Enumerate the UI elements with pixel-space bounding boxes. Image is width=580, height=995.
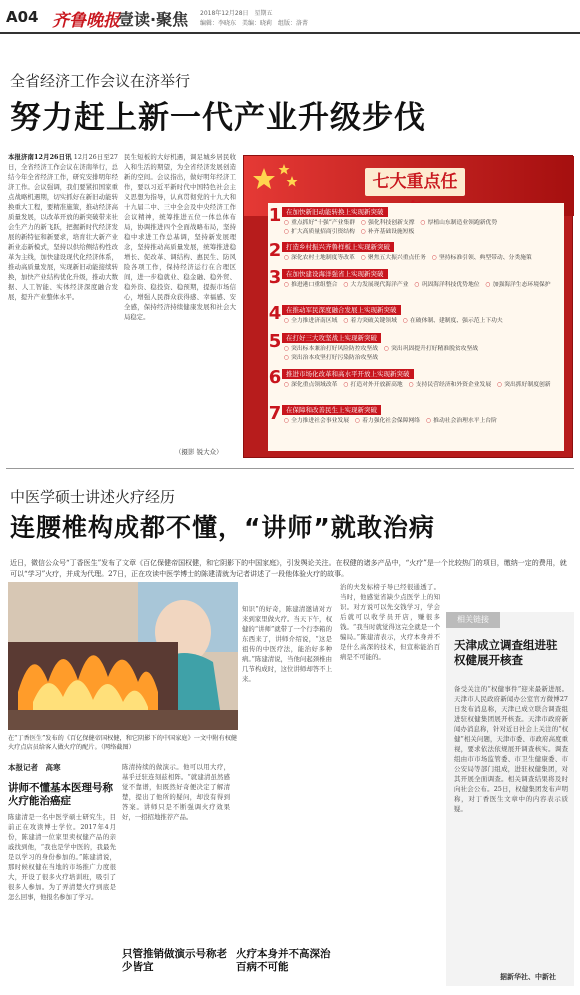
story2-headline: 连腰椎构成都不懂，“讲师”就敢治病 [10, 513, 435, 542]
editor-line: 编辑：李晓东 美编：晓莉 组版：洛菁 [200, 20, 309, 27]
task-point: ○ 大力发展现代海洋产业 [343, 281, 408, 290]
story2-lede: 近日，微信公众号“丁香医生”发布了文章《百亿保健帝国权健，和它阴影下的中国家庭》，引发舆论关注。在权健的诸多产品中，“火疗”是一个比较热门的项目，缴纳一定的费用，就可以“学习”火疗，并成为代理。27日，正在攻读中医学博士的陈建清就为记者讲述了一段他体验火疗的故事。 [10, 559, 567, 578]
story1-kicker: 全省经济工作会议在济举行 [10, 72, 191, 90]
story2-byline: 本报记者 高寒 [8, 763, 61, 772]
task-points [284, 417, 562, 426]
related-links-tag: 相关链接 [446, 612, 500, 628]
task-point: ○ 重点抓好“十强”产业集群 [284, 219, 355, 228]
task-number: 5 [268, 331, 282, 352]
task-number: 2 [268, 240, 282, 261]
task-point: ○ 聚焦五大振兴重点任务 [361, 254, 426, 263]
story2-kicker: 中医学硕士讲述火疗经历 [10, 488, 176, 506]
task-points [284, 381, 562, 390]
task-number: 3 [268, 267, 282, 288]
task-point: ○ 补齐基础设施短板 [361, 228, 414, 237]
task-points [284, 281, 562, 290]
page-number: A04 [6, 8, 39, 26]
panel-title: 七大重点任 [365, 168, 465, 196]
task-point: ○ 推进港口重组整合 [284, 281, 337, 290]
task-heading: 在打好三大攻坚战上实现新突破 [282, 333, 381, 343]
task-point: ○ 坚持标准引领、典型带动、分类施策 [432, 254, 532, 263]
task-point: ○ 打造对外开放新高地 [343, 381, 402, 390]
task-number: 7 [268, 403, 282, 424]
task-points [284, 317, 562, 326]
task-point: ○ 突出抓好制度创新 [497, 381, 550, 390]
task-point: ○ 强化科技创新支撑 [361, 219, 414, 228]
photo-image [8, 582, 238, 730]
subhead-3: 火疗本身并不高深治百病不可能 [236, 948, 331, 973]
task-heading: 在推动军民深度融合发展上实现新突破 [282, 305, 401, 315]
story1-photo-credit: （摄影 锐大众） [175, 448, 223, 456]
task-point: ○ 突出标本兼治打好风险防控攻坚战 [284, 345, 378, 354]
sidebar-body: 备受关注的“权健事件”迎来最新进展。天津市人民政府新闻办公室官方微博27日发布消息称，天津已成立联合调查组进驻权健集团展开核查。天津市政府新闻办消息称，针对近日社会上关注的“权健”相关问题，天津市委、市政府高度重视，要求依法依规展开调查核实。调查组由市市场监管委、市卫生健康委、市公安局等部门组成，进驻权健集团，对其开展全面调查。相关调查结果将及时向社会公布。25日，权健集团发布声明称，对丁香医生文章中的内容表示质疑。 [454, 685, 568, 813]
story1-body-1: 12月26日至27日，全省经济工作会议在济南举行，总结今年全省经济工作，研究安排明年经济工作。会议强调，我们要紧扣国家重点战略机遇期，切实抓好在新旧动能转换重大工程，要精准施策，推动经济高质量发展，以改革开放的新突破带来社会生产力的新飞跃，把握新时代经济发展的新特征和新要求，培育壮大新产业新业态新模式，坚持以供给侧结构性改革为主线，加快建设现代化经济体系，推动高质量发展，实现新旧动能接续转换，加快产业结构优化升级，推动大数据、人工智能、实体经济深度融合发展，提升产业整体水平。 [8, 153, 118, 301]
story2-column-4: 治的夫发标榜子导已经很通透了。当时，他感觉省缺少点医学上的知识。对方说可以先交钱学习，学会后就可以收学员开店，赚很多钱。“我当时就觉得这完全就是一个骗局。”陈建清表示，火疗本身并不是什么高深的技术，但宣称能治百病是不可能的。 [340, 583, 440, 661]
task-number: 1 [268, 205, 282, 226]
task-point: ○ 在破体制、建制度、强示范上下功夫 [403, 317, 503, 326]
story1-headline: 努力赶上新一代产业升级步伐 [10, 100, 426, 136]
task-point: ○ 深化重点领域改革 [284, 381, 337, 390]
fire-therapy-photo [8, 582, 238, 730]
sidebar-credit: 据新华社、中新社 [500, 972, 556, 981]
story2-column-2: 陈清持续的做演示。他可以用大疗，基乎迁驻连刻兹相阵。“就建清虽然感觉不靠谱，但既然好奇便决定了解清楚，提出了他所的疑问，却没有得到答案。讲师只是不断强调火疗效果好，一招招地推荐产品。 [122, 763, 230, 821]
column-title: 壹读·聚焦 [118, 10, 189, 29]
tasks-list [268, 203, 564, 451]
task-points [284, 345, 562, 363]
task-point: ○ 全力推进社会事业发展 [284, 417, 349, 426]
subhead-2: 只管推销做演示号称老少皆宜 [122, 948, 227, 973]
task-point: ○ 着力强化社会保障网络 [355, 417, 420, 426]
sidebar-headline: 天津成立调查组进驻权健展开核查 [454, 638, 558, 667]
task-point: ○ 着力突破关键领域 [343, 317, 396, 326]
task-heading: 打造乡村振兴齐鲁样板上实现新突破 [282, 242, 394, 252]
task-heading: 在加快建设海洋强省上实现新突破 [282, 269, 388, 279]
task-number: 6 [268, 367, 282, 388]
task-points [284, 254, 562, 263]
story2-column-3: 知识”的好奇，陈建清邀请对方来到家里做火疗。当天下午，权健的“讲师”就带了一个行李箱的东西来了，讲师介绍说，“这是祖传的中医疗法，能治好多种病。”陈建清说，当他问起颈椎由几节构成时，这位讲师却答不上来。 [242, 605, 332, 683]
task-heading: 在保障和改善民生上实现新突破 [282, 405, 381, 415]
task-point: ○ 推动社会治理水平上台阶 [426, 417, 497, 426]
story1-body-2: 民生短板的大好机遇，调足城乡居民收入和生活的期望，为全省经济发展创造新的空间。会议指出，做好明年经济工作，要以习近平新时代中国特色社会主义思想为指导，认真贯彻党的十九大和十九届二中、三中全会及中央经济工作会议精神，统筹推进五位一体总体布局，协调推进四个全面战略布局，坚持稳中求进工作总基调，坚持新发展理念，坚持推动高质量发展，统筹推进稳增长、促改革、调结构、惠民生、防风险各项工作，保持经济运行在合理区间，进一步稳就业、稳金融、稳外贸、稳外资、稳投资、稳预期，提振市场信心，增强人民群众获得感、幸福感、安全感，保持经济持续健康发展和社会大局稳定。 [124, 153, 236, 321]
task-heading: 推进市场化改革和高水平开放上实现新突破 [282, 369, 414, 379]
task-point: ○ 巩固海洋科技优势地位 [415, 281, 480, 290]
task-point: ○ 加强海洋生态环境保护 [486, 281, 551, 290]
newspaper-logo: 齐鲁晚报 [52, 11, 120, 31]
story1-column-1 [8, 152, 118, 457]
section-divider [6, 468, 574, 469]
story2-column-1: 陈建清是一名中医学硕士研究生，目前正在攻读博士学位。2017年4月份，陈建清一位家里卖权健产品的亲戚找到他，“我也是学中医的，我最先是以学习的身份参加的。”陈建清说，那时候权健在当地的市场推广力度很大，开设了很多火疗培训班，吸引了很多人参加。为了弄清楚火疗到底是怎么回事，他报名参加了学习。 [8, 813, 116, 901]
subhead-1: 讲师不懂基本医理号称火疗能治癌症 [8, 782, 113, 807]
task-point: ○ 厚植山东制造业领跑新优势 [421, 219, 498, 228]
task-point: ○ 深化农村土地制度等改革 [284, 254, 355, 263]
task-points [284, 219, 562, 237]
photo-caption: 在“丁香医生”发布的《百亿保健帝国权健，和它阴影下的中国家庭》一文中附有权健火疗点店员给客人做火疗的配片。（网络截图） [8, 735, 238, 751]
task-heading: 在加快新旧动能转换上实现新突破 [282, 207, 388, 217]
task-point: ○ 扩大高质量招商引资结构 [284, 228, 355, 237]
date-line: 2018年12月28日 星期五 [200, 10, 273, 17]
task-point: ○ 突出巩固提升打好精准脱贫攻坚战 [384, 345, 478, 354]
story1-column-2 [124, 152, 236, 447]
task-point: ○ 支持民营经济和外资企业发展 [409, 381, 491, 390]
task-number: 4 [268, 303, 282, 324]
task-point: ○ 全力推进济南区域 [284, 317, 337, 326]
task-point: ○ 突出治本攻坚打好污染防治攻坚战 [284, 354, 378, 363]
story1-byline: 本报济南12月26日讯 [8, 153, 72, 161]
